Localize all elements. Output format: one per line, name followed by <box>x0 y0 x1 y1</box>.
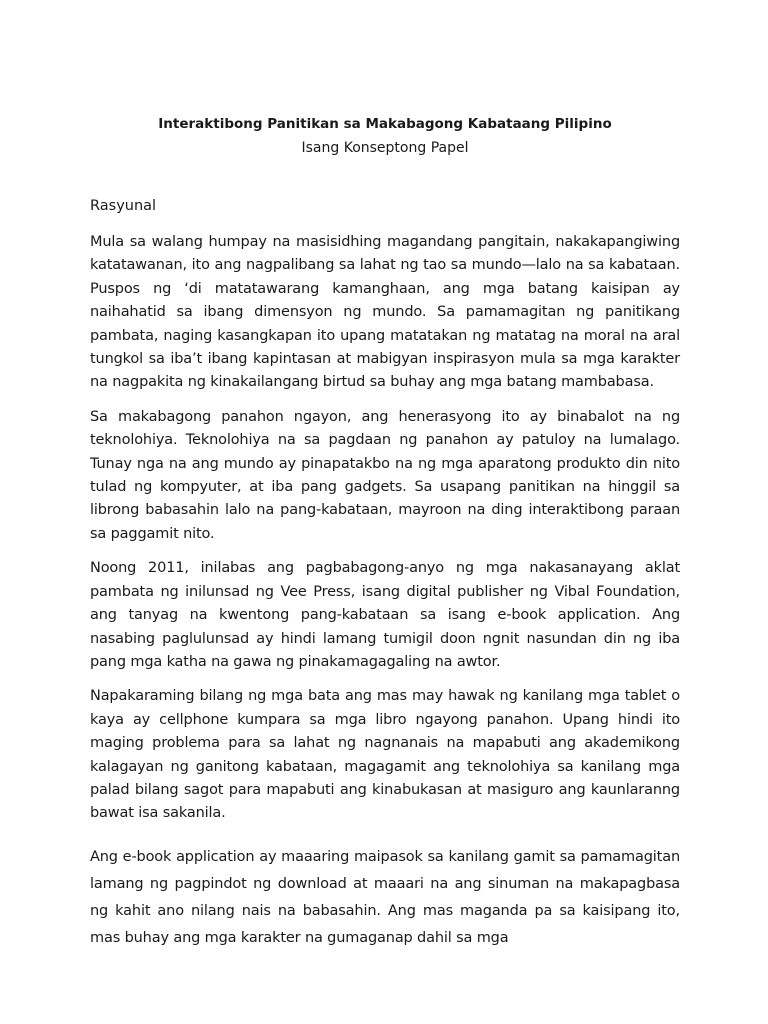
paragraph: Mula sa walang humpay na masisidhing magandang pangitain, nakakapangiwing katatawanan, ito ang nagpalibang sa lahat ng tao sa mundo—lalo na sa kabataan. Puspos ng ‘di matatawarang kamanghaan, ang mga batang kaisipan ay naihahatid sa ibang dimensyon ng mundo. Sa pamamagitan ng panitikang pambata, naging kasangkapan ito upang matatakan ng matatag na moral na aral tungkol sa iba’t ibang kapintasan at mabigyan inspirasyon mula sa mga karakter na nagpakita ng kinakailangang birtud sa buhay ang mga batang mambabasa. <box>90 234 680 391</box>
paragraph: Ang e-book application ay maaaring maipasok sa kanilang gamit sa pamamagitan lamang ng pagpindot ng download at maaari na ang sinuman na makapagbasa ng kahit ano nilang nais na babasahin. Ang mas maganda pa sa kaisipang ito, mas buhay ang mga karakter na gumaganap dahil sa mga <box>90 848 680 946</box>
document-title: Interaktibong Panitikan sa Makabagong Kabataang Pilipino <box>158 116 612 132</box>
section-heading: Rasyunal <box>90 198 157 214</box>
paragraph: Noong 2011, inilabas ang pagbabagong-anyo ng mga nakasanayang aklat pambata ng inilunsad ng Vee Press, isang digital publisher ng Vibal Foundation, ang tanyag na kwentong pang-kabataan sa isang e-book application. Ang nasabing paglulunsad ay hindi lamang tumigil doon ngnit nasundan din ng iba pang mga katha na gawa ng pinakamagagaling na awtor. <box>90 560 680 670</box>
document-subtitle: Isang Konseptong Papel <box>301 140 469 156</box>
paragraph: Napakaraming bilang ng mga bata ang mas may hawak ng kanilang mga tablet o kaya ay cellphone kumpara sa mga libro ngayong panahon. Upang hindi ito maging problema para sa lahat ng nagnanais na mapabuti ang akademikong kalagayan ng ganitong kabataan, magagamit ang teknolohiya sa kanilang mga palad bilang sagot para mapabuti ang kinabukasan at masiguro ang kaunlaranng bawat isa sakanila. <box>90 688 680 822</box>
paragraph: Sa makabagong panahon ngayon, ang henerasyong ito ay binabalot na ng teknolohiya. Teknolohiya na sa pagdaan ng panahon ay patuloy na lumalago. Tunay nga na ang mundo ay pinapatakbo na ng mga aparatong produkto din nito tulad ng kompyuter, at iba pang gadgets. Sa usapang panitikan na hinggil sa librong babasahin lalo na pang-kabataan, mayroon na ding interaktibong paraan sa paggamit nito. <box>90 408 680 542</box>
document-page <box>90 114 680 952</box>
